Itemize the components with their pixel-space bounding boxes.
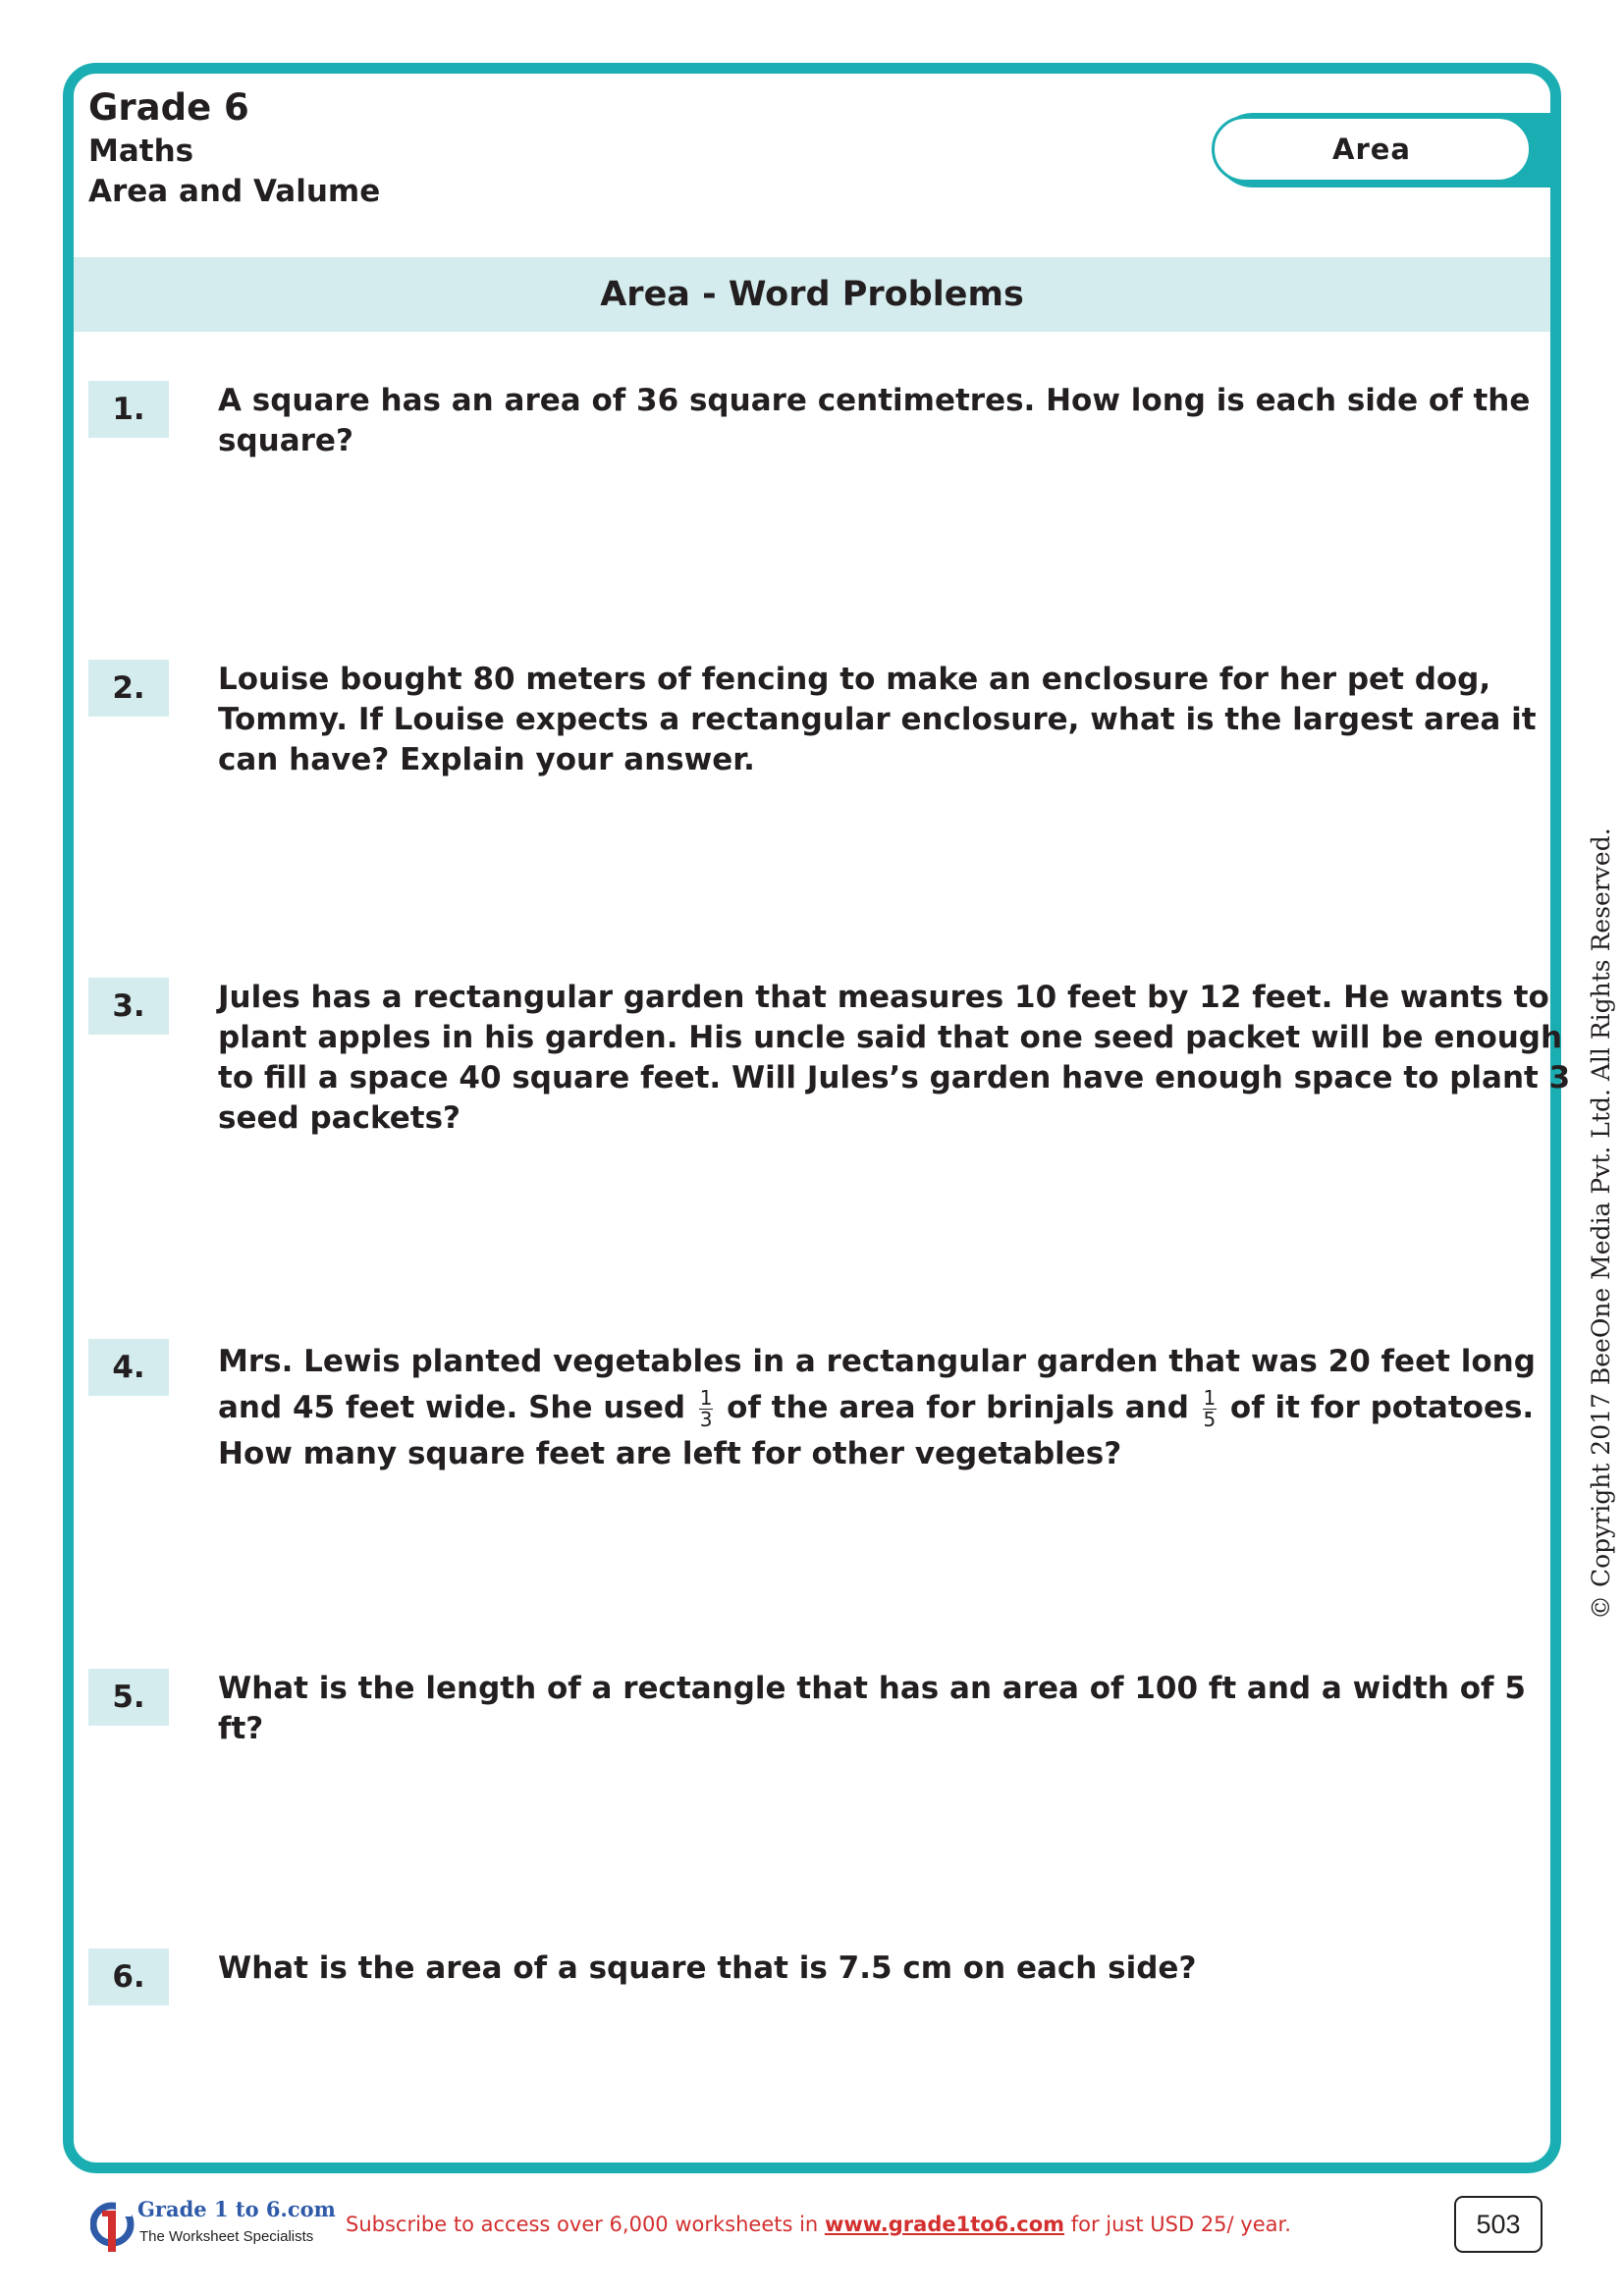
question-text-part: of it for potatoes. How many square feet are left for other vegetables? bbox=[218, 1390, 1535, 1471]
fraction-denominator: 3 bbox=[699, 1408, 713, 1431]
logo-tagline: The Worksheet Specialists bbox=[139, 2228, 314, 2245]
question-text bbox=[218, 1339, 1551, 1477]
fraction-numerator: 1 bbox=[699, 1386, 713, 1410]
question-text: Louise bought 80 meters of fencing to make an enclosure for her pet dog, Tommy. If Louise expects a rectangular enclosure, what is the largest area it can have? Explain your answer. bbox=[218, 662, 1537, 777]
question-text: What is the length of a rectangle that has an area of 100 ft and a width of 5 ft? bbox=[218, 1671, 1526, 1746]
subscribe-text: Subscribe to access over 6,000 worksheets in bbox=[346, 2213, 819, 2236]
fraction-numerator: 1 bbox=[1203, 1386, 1217, 1410]
question-text-part: of the area for brinjals and bbox=[727, 1390, 1189, 1425]
logo-g-icon bbox=[90, 2193, 135, 2254]
worksheet-title: Area - Word Problems bbox=[74, 257, 1550, 332]
fraction-one-fifth bbox=[1203, 1388, 1217, 1430]
question-number: 5. bbox=[88, 1669, 169, 1726]
question-number: 3. bbox=[88, 978, 169, 1035]
grade-label: Grade 6 bbox=[88, 86, 249, 129]
question-number: 1. bbox=[88, 381, 169, 438]
copyright-notice: © Copyright 2017 BeeOne Media Pvt. Ltd. All Rights Reserved. bbox=[1587, 828, 1615, 1620]
fraction-denominator: 5 bbox=[1203, 1408, 1217, 1431]
question-text: What is the area of a square that is 7.5 cm on each side? bbox=[218, 1950, 1197, 1986]
fraction-one-third bbox=[699, 1388, 713, 1430]
question-text: Jules has a rectangular garden that measures 10 feet by 12 feet. He wants to plant apples in his garden. His uncle said that one seed packet will be enough to fill a space 40 square feet. Will Jules’s garden have enough space to plant 3 seed packets? bbox=[218, 980, 1571, 1136]
topic-tag: Area bbox=[1212, 116, 1532, 183]
question-number: 4. bbox=[88, 1339, 169, 1396]
page-number: 503 bbox=[1454, 2196, 1543, 2253]
question-text-part: Mrs. Lewis planted vegetables in a rectangular garden that was 20 feet long and 45 feet wide. She used bbox=[218, 1344, 1536, 1425]
question-number: 6. bbox=[88, 1949, 169, 2005]
subscribe-price: for just USD 25/ year. bbox=[1070, 2213, 1291, 2236]
logo-name: Grade 1 to 6.com bbox=[137, 2197, 336, 2221]
question-number: 2. bbox=[88, 660, 169, 717]
subscribe-banner bbox=[346, 2213, 1291, 2236]
topic-label: Area and Valume bbox=[88, 174, 381, 209]
subscribe-link[interactable]: www.grade1to6.com bbox=[824, 2213, 1065, 2236]
grade1to6-logo[interactable] bbox=[90, 2193, 336, 2256]
question-text: A square has an area of 36 square centimetres. How long is each side of the square? bbox=[218, 383, 1531, 458]
subject-label: Maths bbox=[88, 133, 194, 169]
